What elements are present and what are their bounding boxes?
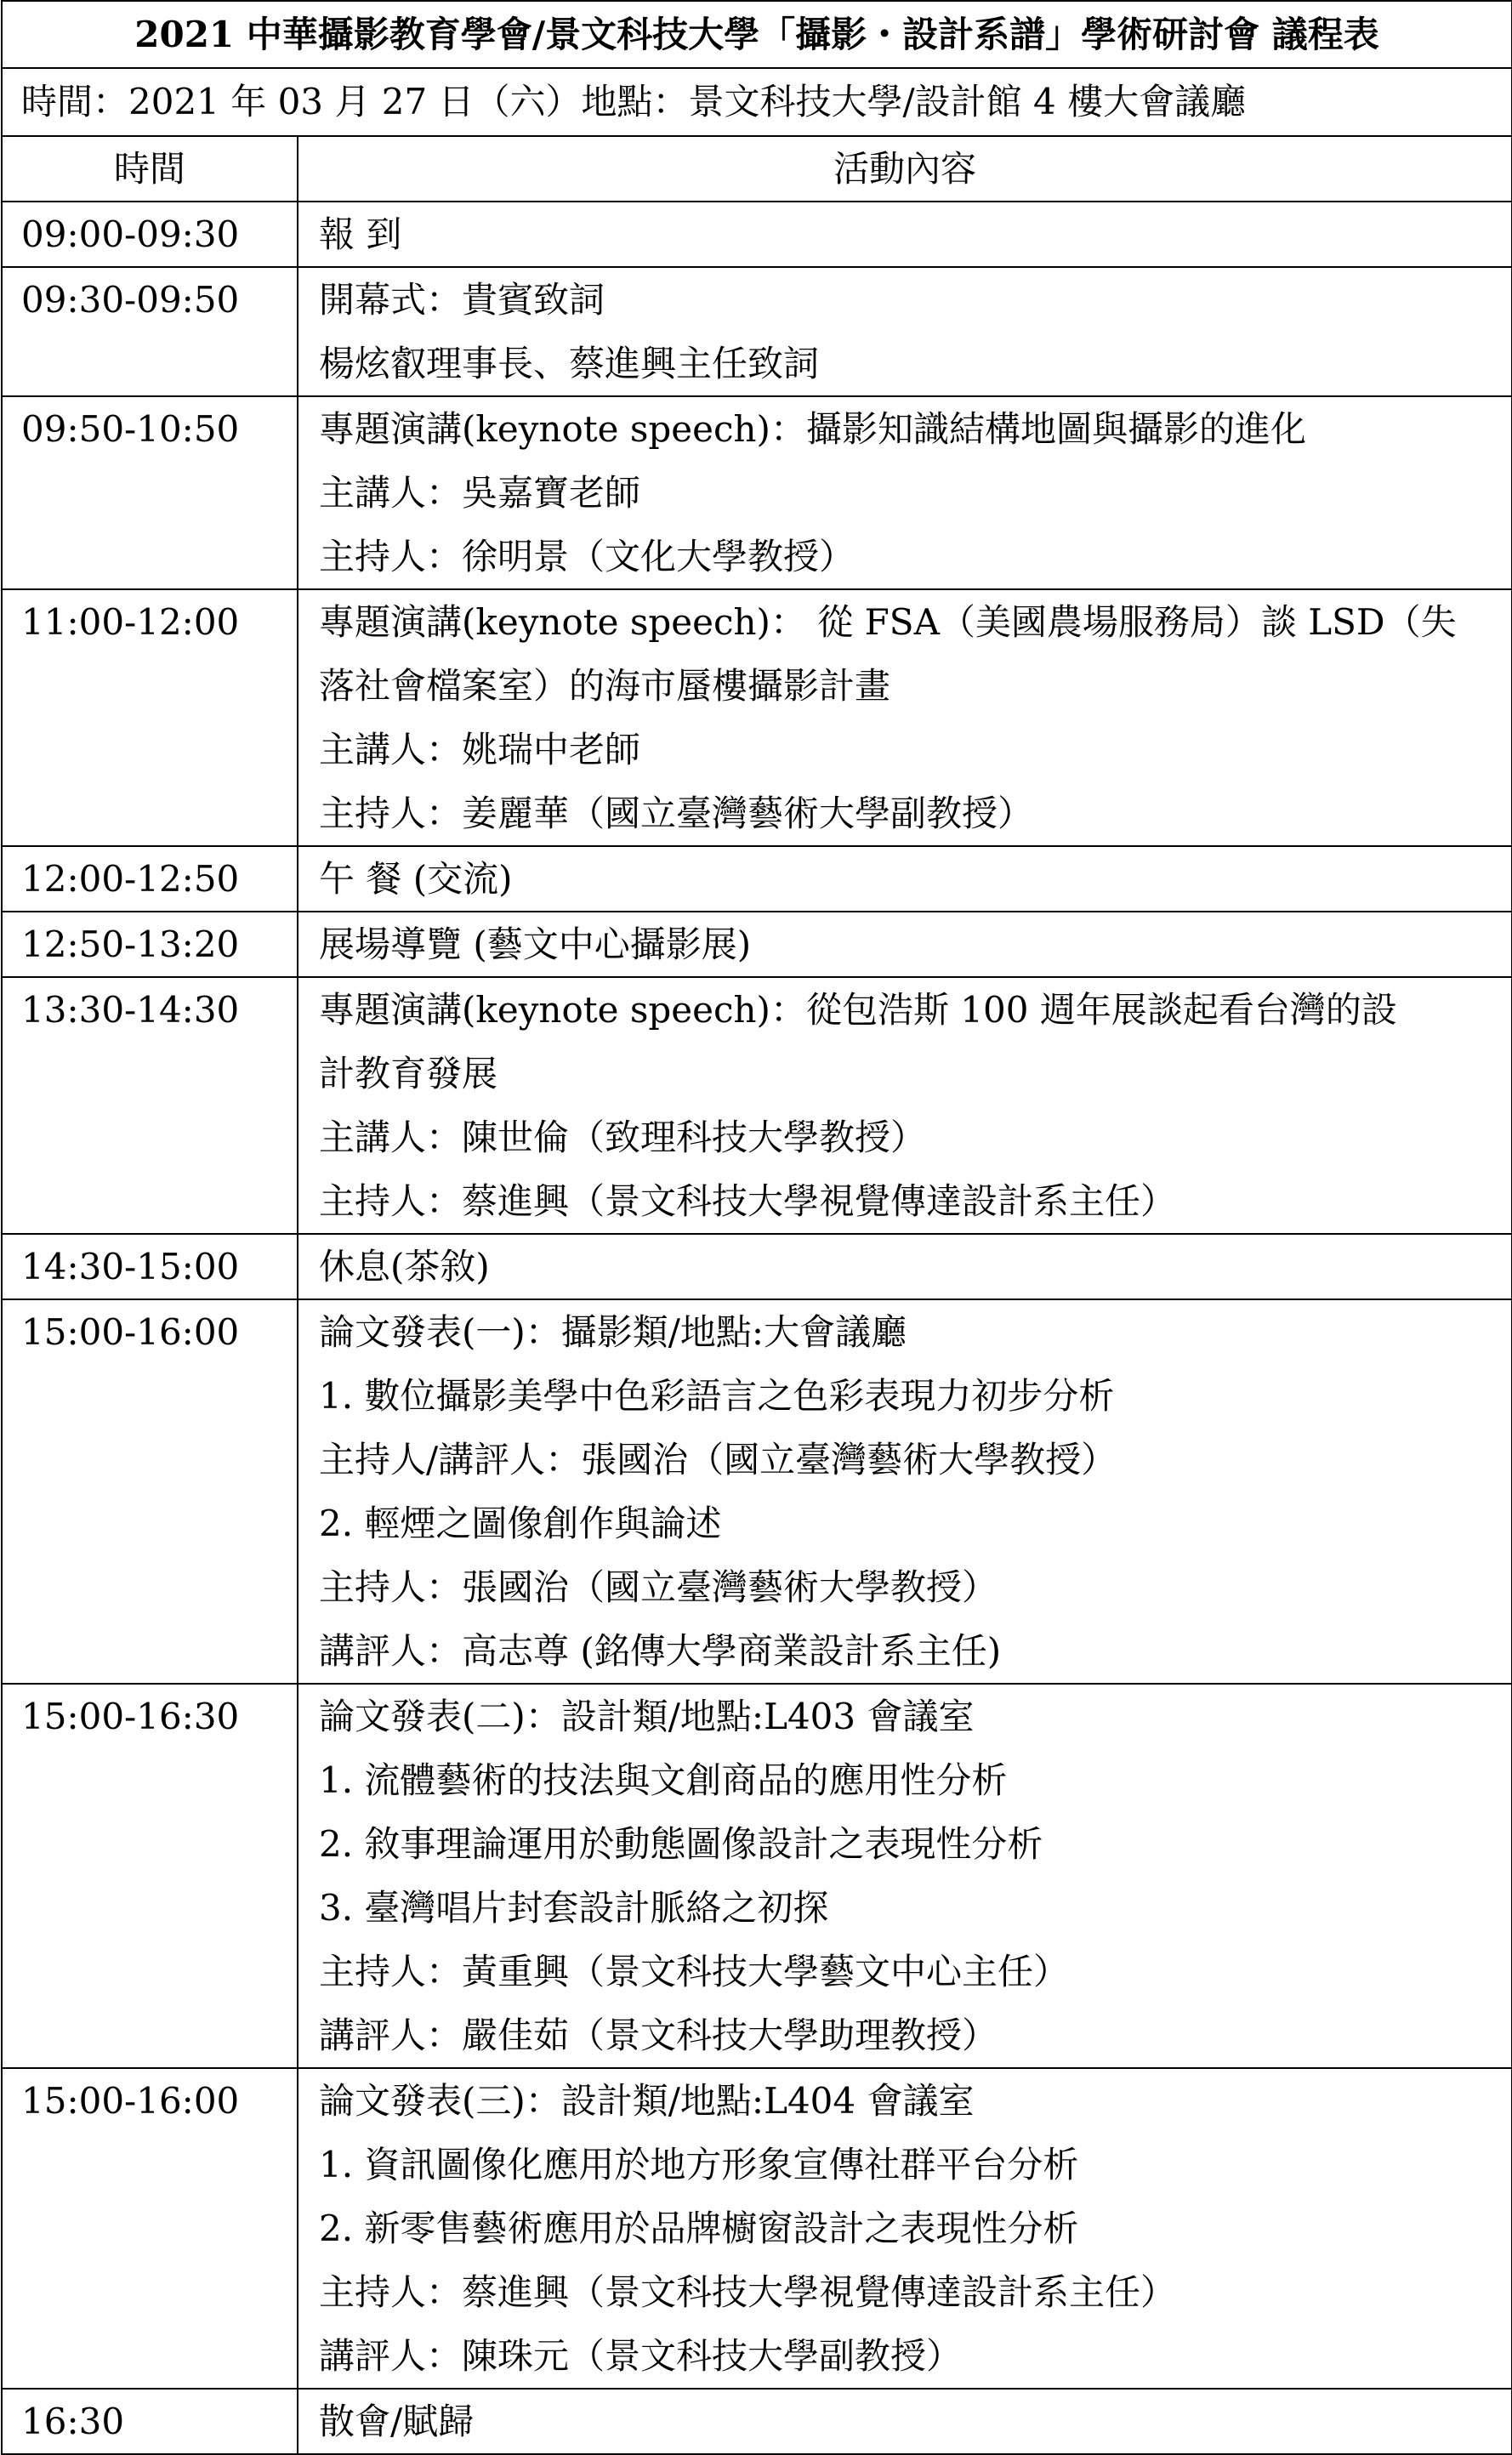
activity-line: 1. 數位攝影美學中色彩語言之色彩表現力初步分析	[319, 1375, 1115, 1417]
session-time: 15:00-16:30	[2, 1684, 298, 2068]
activity-line: 主講人：姚瑞中老師	[319, 729, 641, 770]
session-activity	[298, 1684, 1512, 2068]
activity-line: 主持人：蔡進興（景文科技大學視覺傳達設計系主任）	[319, 2271, 1177, 2313]
activity-line: 主持人：黃重興（景文科技大學藝文中心主任）	[319, 1951, 1070, 1992]
activity-line: 落社會檔案室）的海市蜃樓攝影計畫	[319, 665, 891, 707]
activity-line: 休息(茶敘)	[319, 1246, 490, 1287]
activity-line: 楊炫叡理事長、蔡進興主任致詞	[319, 343, 820, 384]
activity-line: 講評人：陳珠元（景文科技大學副教授）	[319, 2335, 963, 2377]
info-row	[2, 68, 1512, 136]
agenda-row	[2, 267, 1512, 396]
session-time: 13:30-14:30	[2, 977, 298, 1234]
activity-line: 展場導覽 (藝文中心攝影展)	[319, 923, 752, 965]
activity-line: 午 餐 (交流)	[319, 858, 513, 900]
activity-line: 講評人：嚴佳茹（景文科技大學助理教授）	[319, 2015, 998, 2056]
activity-line: 開幕式：貴賓致詞	[319, 279, 605, 321]
header-row	[2, 136, 1512, 202]
session-activity	[298, 202, 1512, 267]
session-activity	[298, 846, 1512, 912]
session-time: 12:50-13:20	[2, 912, 298, 977]
activity-line: 主持人：徐明景（文化大學教授）	[319, 536, 855, 577]
agenda-row	[2, 202, 1512, 267]
session-activity	[298, 396, 1512, 589]
agenda-row	[2, 1684, 1512, 2068]
session-time: 09:00-09:30	[2, 202, 298, 267]
session-activity	[298, 977, 1512, 1234]
activity-line: 計教育發展	[319, 1053, 498, 1094]
header-activity: 活動內容	[298, 136, 1512, 202]
activity-line: 專題演講(keynote speech)：攝影知識結構地圖與攝影的進化	[319, 408, 1306, 450]
activity-line: 主講人：陳世倫（致理科技大學教授）	[319, 1117, 927, 1158]
activity-line: 2. 新零售藝術應用於品牌櫥窗設計之表現性分析	[319, 2208, 1079, 2249]
session-activity	[298, 912, 1512, 977]
agenda-row	[2, 1234, 1512, 1299]
session-time: 12:00-12:50	[2, 846, 298, 912]
activity-line: 1. 資訊圖像化應用於地方形象宣傳社群平台分析	[319, 2144, 1079, 2185]
session-time: 15:00-16:00	[2, 1299, 298, 1684]
session-time: 14:30-15:00	[2, 1234, 298, 1299]
event-time-location: 時間：2021 年 03 月 27 日（六）地點：景文科技大學/設計館 4 樓大會議廳	[2, 68, 1512, 136]
activity-line: 論文發表(三)：設計類/地點:L404 會議室	[319, 2080, 975, 2122]
activity-line: 主持人：姜麗華（國立臺灣藝術大學副教授）	[319, 793, 1034, 834]
session-activity	[298, 2068, 1512, 2389]
session-time: 16:30	[2, 2389, 298, 2454]
agenda-row	[2, 1299, 1512, 1684]
session-activity	[298, 589, 1512, 846]
activity-line: 專題演講(keynote speech)： 從 FSA（美國農場服務局）談 LSD（失	[319, 601, 1457, 643]
session-activity	[298, 267, 1512, 396]
session-time: 09:50-10:50	[2, 396, 298, 589]
session-activity	[298, 1234, 1512, 1299]
activity-line: 散會/賦歸	[319, 2401, 475, 2442]
session-activity	[298, 2389, 1512, 2454]
session-time: 09:30-09:50	[2, 267, 298, 396]
session-time: 15:00-16:00	[2, 2068, 298, 2389]
agenda-row	[2, 589, 1512, 846]
agenda-row	[2, 846, 1512, 912]
activity-line: 主持人/講評人：張國治（國立臺灣藝術大學教授）	[319, 1439, 1117, 1480]
activity-line: 主持人：張國治（國立臺灣藝術大學教授）	[319, 1566, 998, 1608]
title-row	[2, 1, 1512, 68]
agenda-row	[2, 2068, 1512, 2389]
session-time: 11:00-12:00	[2, 589, 298, 846]
activity-line: 論文發表(二)：設計類/地點:L403 會議室	[319, 1696, 975, 1737]
header-time: 時間	[2, 136, 298, 202]
activity-line: 報 到	[319, 213, 402, 255]
activity-line: 論文發表(一)：攝影類/地點:大會議廳	[319, 1311, 907, 1353]
activity-line: 2. 敘事理論運用於動態圖像設計之表現性分析	[319, 1823, 1043, 1865]
agenda-table	[1, 0, 1512, 2455]
activity-line: 講評人：高志尊 (銘傳大學商業設計系主任)	[319, 1630, 1002, 1672]
agenda-row	[2, 2389, 1512, 2454]
agenda-row	[2, 977, 1512, 1234]
activity-line: 2. 輕煙之圖像創作與論述	[319, 1503, 722, 1544]
activity-line: 1. 流體藝術的技法與文創商品的應用性分析	[319, 1759, 1008, 1801]
session-activity	[298, 1299, 1512, 1684]
agenda-row	[2, 912, 1512, 977]
activity-line: 3. 臺灣唱片封套設計脈絡之初探	[319, 1887, 829, 1929]
agenda-title: 2021 中華攝影教育學會/景文科技大學「攝影・設計系譜」學術研討會 議程表	[2, 1, 1512, 68]
activity-line: 專題演講(keynote speech)：從包浩斯 100 週年展談起看台灣的設	[319, 989, 1397, 1031]
activity-line: 主講人：吳嘉寶老師	[319, 472, 641, 514]
activity-line: 主持人：蔡進興（景文科技大學視覺傳達設計系主任）	[319, 1180, 1177, 1222]
agenda-row	[2, 396, 1512, 589]
